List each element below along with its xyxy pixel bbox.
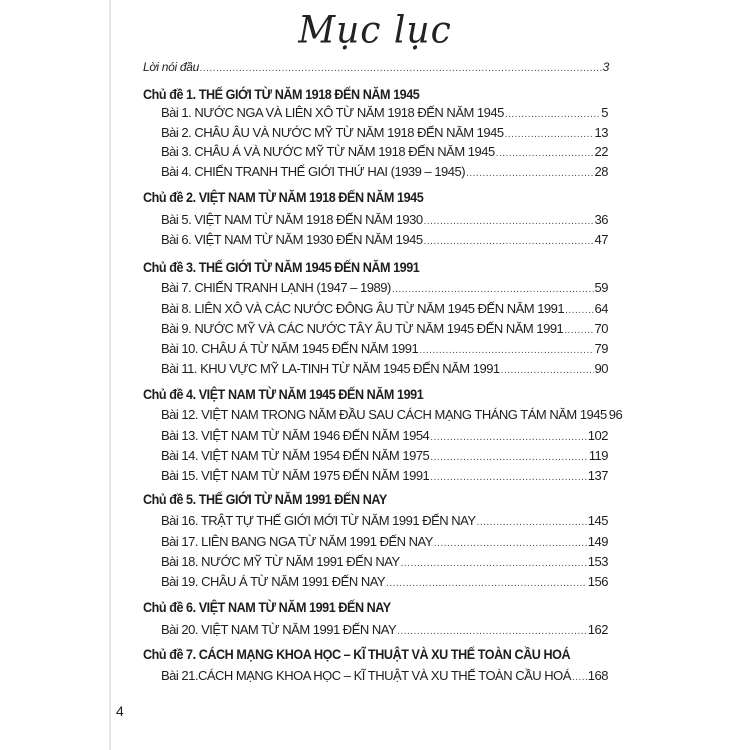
dot-leader (424, 216, 594, 227)
topic-heading[interactable]: Chủ đề 7. CÁCH MẠNG KHOA HỌC – KĨ THUẬT VÀ XU THẾ TOÀN CẦU HOÁ (143, 646, 571, 662)
entry-page: 162 (587, 622, 608, 637)
entry-page: 5 (601, 105, 608, 120)
entry-label: Bài 2. CHÂU ÂU VÀ NƯỚC MỸ TỪ NĂM 1918 ĐẾN NĂM 1945 (161, 125, 504, 140)
entry-label: Bài 18. NƯỚC MỸ TỪ NĂM 1991 ĐẾN NAY (161, 554, 400, 569)
dot-leader (434, 538, 587, 549)
entry-page: 28 (594, 164, 608, 179)
dot-leader (565, 305, 593, 316)
toc-entry-lesson[interactable] (161, 125, 608, 140)
dot-leader (397, 626, 587, 637)
entry-page: 47 (594, 232, 608, 247)
entry-page: 153 (587, 554, 608, 569)
page-edge (109, 0, 111, 750)
dot-leader (466, 168, 593, 179)
entry-label: Bài 12. VIỆT NAM TRONG NĂM ĐẦU SAU CÁCH MẠNG THÁNG TÁM NĂM 1945 (161, 407, 607, 422)
entry-label: Bài 16. TRẬT TỰ THẾ GIỚI MỚI TỪ NĂM 1991 ĐẾN NAY (161, 513, 476, 528)
entry-page: 96 (608, 407, 623, 422)
dot-leader (430, 472, 587, 483)
entry-label: Bài 20. VIỆT NAM TỪ NĂM 1991 ĐẾN NAY (161, 622, 397, 637)
dot-leader (401, 558, 587, 569)
entry-page: 119 (588, 448, 608, 463)
toc-entry-lesson[interactable] (161, 280, 608, 295)
entry-page: 79 (594, 341, 608, 356)
entry-label: Bài 5. VIỆT NAM TỪ NĂM 1918 ĐẾN NĂM 1930 (161, 212, 423, 227)
entry-page: 168 (587, 668, 608, 683)
entry-label: Bài 15. VIỆT NAM TỪ NĂM 1975 ĐẾN NĂM 1991 (161, 468, 430, 483)
entry-page: 137 (587, 468, 608, 483)
entry-page: 36 (594, 212, 608, 227)
topic-heading[interactable]: Chủ đề 6. VIỆT NAM TỪ NĂM 1991 ĐẾN NAY (143, 599, 391, 615)
toc-entry-lesson[interactable] (161, 668, 608, 683)
toc-entry-lesson[interactable] (161, 144, 608, 159)
dot-leader (430, 452, 587, 463)
entry-label: Bài 13. VIỆT NAM TỪ NĂM 1946 ĐẾN NĂM 1954 (161, 428, 430, 443)
toc-entry-lesson[interactable] (161, 513, 608, 528)
entry-page: 3 (602, 60, 609, 74)
entry-page: 149 (587, 534, 608, 549)
entry-label: Bài 11. KHU VỰC MỸ LA-TINH TỪ NĂM 1945 ĐẾN NĂM 1991 (161, 361, 500, 376)
toc-entry-lesson[interactable] (161, 105, 608, 120)
toc-entry-lesson[interactable] (161, 361, 608, 376)
entry-page: 70 (594, 321, 608, 336)
topic-heading[interactable]: Chủ đề 5. THẾ GIỚI TỪ NĂM 1991 ĐẾN NAY (143, 491, 387, 507)
toc-entry-lesson[interactable] (161, 232, 608, 247)
toc-entry-lesson[interactable] (161, 554, 608, 569)
dot-leader (424, 236, 594, 247)
toc-entry-lesson[interactable] (161, 534, 608, 549)
dot-leader (386, 578, 587, 589)
toc-entry-lesson[interactable] (161, 448, 608, 463)
toc-entry-lesson[interactable] (161, 301, 608, 316)
topic-heading[interactable]: Chủ đề 4. VIỆT NAM TỪ NĂM 1945 ĐẾN NĂM 1991 (143, 386, 424, 402)
entry-label: Bài 9. NƯỚC MỸ VÀ CÁC NƯỚC TÂY ÂU TỪ NĂM 1945 ĐẾN NĂM 1991 (161, 321, 564, 336)
entry-label: Bài 17. LIÊN BANG NGA TỪ NĂM 1991 ĐẾN NAY (161, 534, 433, 549)
toc-entry-lesson[interactable] (161, 428, 608, 443)
entry-label: Bài 19. CHÂU Á TỪ NĂM 1991 ĐẾN NAY (161, 574, 386, 589)
dot-leader (505, 109, 600, 120)
dot-leader (430, 432, 587, 443)
entry-label: Bài 21.CÁCH MẠNG KHOA HỌC – KĨ THUẬT VÀ XU THẾ TOÀN CẦU HOÁ (161, 668, 571, 683)
entry-page: 90 (594, 361, 608, 376)
toc-entry-lesson[interactable] (161, 341, 608, 356)
dot-leader (419, 345, 593, 356)
toc-entry-lesson[interactable] (161, 212, 608, 227)
entry-label: Bài 6. VIỆT NAM TỪ NĂM 1930 ĐẾN NĂM 1945 (161, 232, 423, 247)
entry-page: 64 (594, 301, 608, 316)
topic-heading[interactable]: Chủ đề 2. VIỆT NAM TỪ NĂM 1918 ĐẾN NĂM 1945 (143, 189, 424, 205)
toc-entry-lesson[interactable] (161, 321, 608, 336)
entry-page: 22 (594, 144, 608, 159)
entry-label: Bài 7. CHIẾN TRANH LẠNH (1947 – 1989) (161, 280, 391, 295)
page-title: Mục lục (298, 8, 452, 53)
toc-entry-lesson[interactable] (161, 468, 608, 483)
entry-label: Bài 10. CHÂU Á TỪ NĂM 1945 ĐẾN NĂM 1991 (161, 341, 419, 356)
topic-heading[interactable]: Chủ đề 1. THẾ GIỚI TỪ NĂM 1918 ĐẾN NĂM 1945 (143, 86, 420, 102)
dot-leader (572, 672, 587, 683)
entry-page: 59 (594, 280, 608, 295)
toc-entry-lesson[interactable] (161, 622, 608, 637)
dot-leader (505, 129, 594, 140)
dot-leader (496, 148, 594, 159)
entry-page: 156 (587, 574, 608, 589)
entry-label: Lời nói đầu (143, 60, 199, 74)
toc-entry-lesson[interactable] (161, 164, 608, 179)
entry-page: 145 (587, 513, 608, 528)
page-number: 4 (116, 703, 124, 719)
entry-label: Bài 4. CHIẾN TRANH THẾ GIỚI THỨ HAI (1939 – 1945) (161, 164, 466, 179)
entry-page: 13 (594, 125, 608, 140)
toc-entry-lesson[interactable] (161, 407, 623, 422)
entry-label: Bài 3. CHÂU Á VÀ NƯỚC MỸ TỪ NĂM 1918 ĐẾN NĂM 1945 (161, 144, 495, 159)
entry-label: Bài 14. VIỆT NAM TỪ NĂM 1954 ĐẾN NĂM 1975 (161, 448, 430, 463)
dot-leader (392, 284, 594, 295)
toc-entry-intro[interactable] (143, 60, 609, 74)
entry-page: 102 (587, 428, 608, 443)
topic-heading[interactable]: Chủ đề 3. THẾ GIỚI TỪ NĂM 1945 ĐẾN NĂM 1991 (143, 259, 420, 275)
toc-entry-lesson[interactable] (161, 574, 608, 589)
dot-leader (501, 365, 594, 376)
dot-leader (564, 325, 593, 336)
dot-leader (200, 63, 602, 74)
entry-label: Bài 8. LIÊN XÔ VÀ CÁC NƯỚC ĐÔNG ÂU TỪ NĂM 1945 ĐẾN NĂM 1991 (161, 301, 565, 316)
entry-label: Bài 1. NƯỚC NGA VÀ LIÊN XÔ TỪ NĂM 1918 ĐẾN NĂM 1945 (161, 105, 504, 120)
dot-leader (477, 517, 587, 528)
